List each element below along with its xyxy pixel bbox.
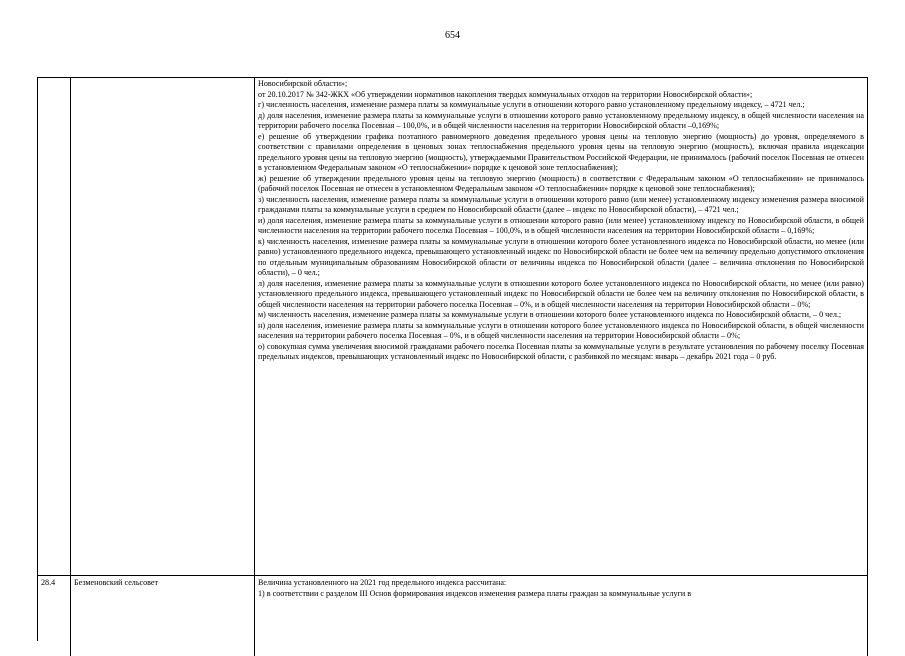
paragraph: к) численность населения, изменение размера платы за коммунальные услуги в отношении которого более установленного индекса по Новосибирской области, но менее (или равно) установленного предельного индекса, превышающего установленный индекс по Новосибирской области не более чем на величину предельно допустимого отклонения по отдельным муниципальным образованиям Новосибирской области от величины индекса по Новосибирской области (далее – величина отклонения по Новосибирской области), – 0 чел.; [258, 236, 864, 277]
row-number-cell [38, 576, 71, 656]
row-number [38, 78, 70, 79]
paragraph: Величина установленного на 2021 год предельного индекса рассчитана: [258, 578, 507, 587]
paragraph: 1) в соответствии с разделом III Основ формирования индексов изменения размера платы граждан за коммунальные услуги в [258, 588, 692, 598]
description-cell [255, 576, 868, 656]
municipality-name-cell [71, 576, 255, 656]
paragraph: з) численность населения, изменение размера платы за коммунальные услуги в отношении которого равно (или менее) установленному индексу изменения размера вносимой гражданами платы за коммунальные услуги в среднем по Новосибирской области (далее – индекс по Новосибирской области), – 4721 чел.; [258, 194, 864, 214]
page-number: 654 [445, 30, 460, 41]
municipality-name-cell [71, 78, 255, 575]
paragraph: н) доля населения, изменение размера платы за коммунальные услуги в отношении которого более установленного индекса по Новосибирской области, в общей численности населения на территории рабочего поселка Посевная – 0%, и в общей численности населения на территории Новосибирской области – 0%; [258, 320, 864, 340]
description-cell [255, 78, 868, 575]
paragraph: Новосибирской области»; [258, 79, 348, 88]
paragraph: и) доля населения, изменение размера платы за коммунальные услуги в отношении которого равно (или менее) установленному индексу по Новосибирской области, в общей численности населения на территории рабочего поселка Посевная – 100,0%, и в общей численности населения на территории Новосибирской области – 0,169%; [258, 215, 864, 235]
table-row [38, 576, 868, 656]
paragraph: г) численность населения, изменение размера платы за коммунальные услуги в отношении которого равно установленному предельному индексу, – 4721 чел.; [258, 100, 805, 109]
paragraph: ж) решение об утверждении предельного уровня цены на тепловую энергию (мощность) в соответствии с Федеральным законом «О теплоснабжении» не принималось (рабочий поселок Посевная не отнесен в установленном Федеральным законом «О теплоснабжении» порядке к ценовой зоне теплоснабжения); [258, 173, 864, 193]
paragraph: о) совокупная сумма увеличения вносимой гражданами рабочего поселка Посевная платы за коммунальные услуги в результате установления по рабочему поселку Посевная предельных индексов, превышающих установленный индекс по Новосибирской области, с разбивкой по месяцам: январь – декабрь 2021 года – 0 руб. [258, 341, 864, 361]
document-table [37, 77, 868, 641]
paragraph: л) доля населения, изменение размера платы за коммунальные услуги в отношении которого более установленного индекса по Новосибирской области, но менее (или равно) установленного предельного индекса, превышающего установленный индекс по Новосибирской области не более чем на величину отклонения по Новосибирской области, в общей численности населения на территории рабочего поселка Посевная – 0%, и в общей численности населения на территории Новосибирской области – 0%; [258, 278, 864, 309]
description-text [255, 576, 867, 599]
municipality-name [71, 78, 254, 79]
paragraph: м) численность населения, изменение размера платы за коммунальные услуги в отношении которого более установленного индекса по Новосибирской области, – 0 чел.; [258, 310, 842, 319]
row-number-cell [38, 78, 71, 575]
row-number: 28.4 [41, 578, 56, 587]
description-text [255, 78, 867, 363]
paragraph: е) решение об утверждении графика поэтапного равномерного доведения предельного уровня цены на тепловую энергию (мощность) до уровня, определяемого в соответствии с правилами определения в ценовых зонах теплоснабжения предельного уровня цены на тепловую энергию (мощность), включая правила индексации предельного уровня цены на тепловую энергию (мощность), утверждаемыми Правительством Российской Федерации, не принималось (рабочий поселок Посевная не отнесен в установленном Федеральным законом «О теплоснабжении» порядке к ценовой зоне теплоснабжения); [258, 131, 864, 172]
table-row [38, 78, 868, 576]
paragraph: д) доля населения, изменение размера платы за коммунальные услуги в отношении которого равно установленному предельному индексу, в общей численности населения на территории рабочего поселка Посевная – 100,0%, и в общей численности населения на территории Новосибирской области –0,169%; [258, 110, 864, 130]
municipality-name: Безменовский сельсовет [74, 578, 159, 587]
paragraph: от 20.10.2017 № 342-ЖКХ «Об утверждении нормативов накопления твердых коммунальных отходов на территории Новосибирской области»; [258, 89, 753, 99]
